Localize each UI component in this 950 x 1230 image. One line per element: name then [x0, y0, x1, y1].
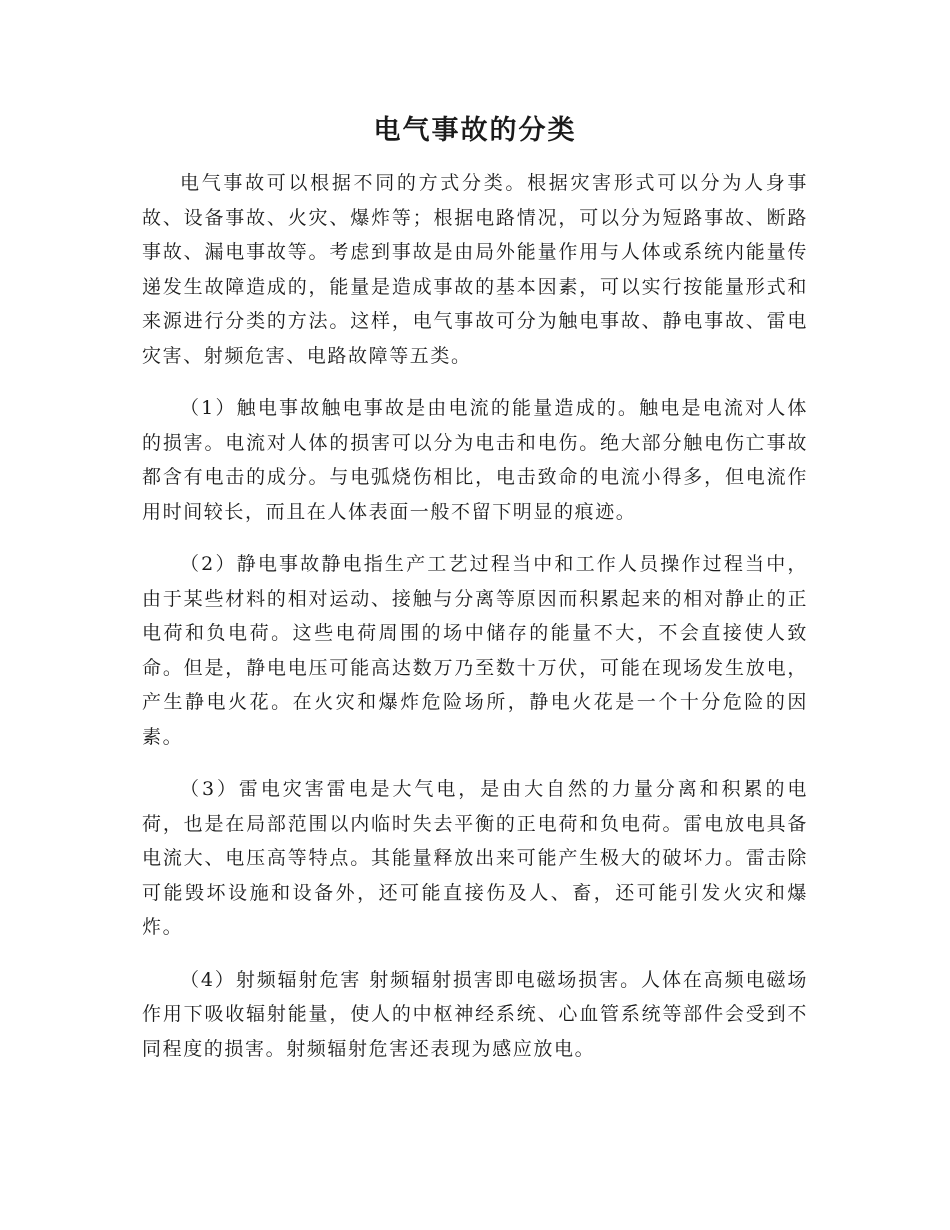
paragraph-intro: 电气事故可以根据不同的方式分类。根据灾害形式可以分为人身事故、设备事故、火灾、爆炸等；根据电路情况，可以分为短路事故、断路事故、漏电事故等。考虑到事故是由局外能量作用与人体或系统内能量传递发生故障造成的，能量是造成事故的基本因素，可以实行按能量形式和来源进行分类的方法。这样，电气事故可分为触电事故、静电事故、雷电灾害、射频危害、电路故障等五类。: [142, 172, 808, 367]
paragraph-static-electricity: （2）静电事故静电指生产工艺过程当中和工作人员操作过程当中，由于某些材料的相对运动、接触与分离等原因而积累起来的相对静止的正电荷和负电荷。这些电荷周围的场中储存的能量不大，不会直接使人致命。但是，静电电压可能高达数万乃至数十万伏，可能在现场发生放电，产生静电火花。在火灾和爆炸危险场所，静电火花是一个十分危险的因素。: [142, 553, 808, 748]
paragraph-rf-radiation: （4）射频辐射危害 射频辐射损害即电磁场损害。人体在高频电磁场作用下吸收辐射能量，使人的中枢神经系统、心血管系统等部件会受到不同程度的损害。射频辐射危害还表现为感应放电。: [142, 968, 808, 1060]
paragraph-electric-shock: （1）触电事故触电事故是由电流的能量造成的。触电是电流对人体的损害。电流对人体的损害可以分为电击和电伤。绝大部分触电伤亡事故都含有电击的成分。与电弧烧伤相比，电击致命的电流小得多，但电流作用时间较长，而且在人体表面一般不留下明显的痕迹。: [142, 397, 808, 523]
document-title: 电气事故的分类: [373, 115, 577, 146]
paragraph-lightning: （3）雷电灾害雷电是大气电，是由大自然的力量分离和积累的电荷，也是在局部范围以内临时失去平衡的正电荷和负电荷。雷电放电具备电流大、电压高等特点。其能量释放出来可能产生极大的破坏力。雷击除可能毁坏设施和设备外，还可能直接伤及人、畜，还可能引发火灾和爆炸。: [142, 778, 808, 938]
document-body: [142, 166, 808, 1084]
